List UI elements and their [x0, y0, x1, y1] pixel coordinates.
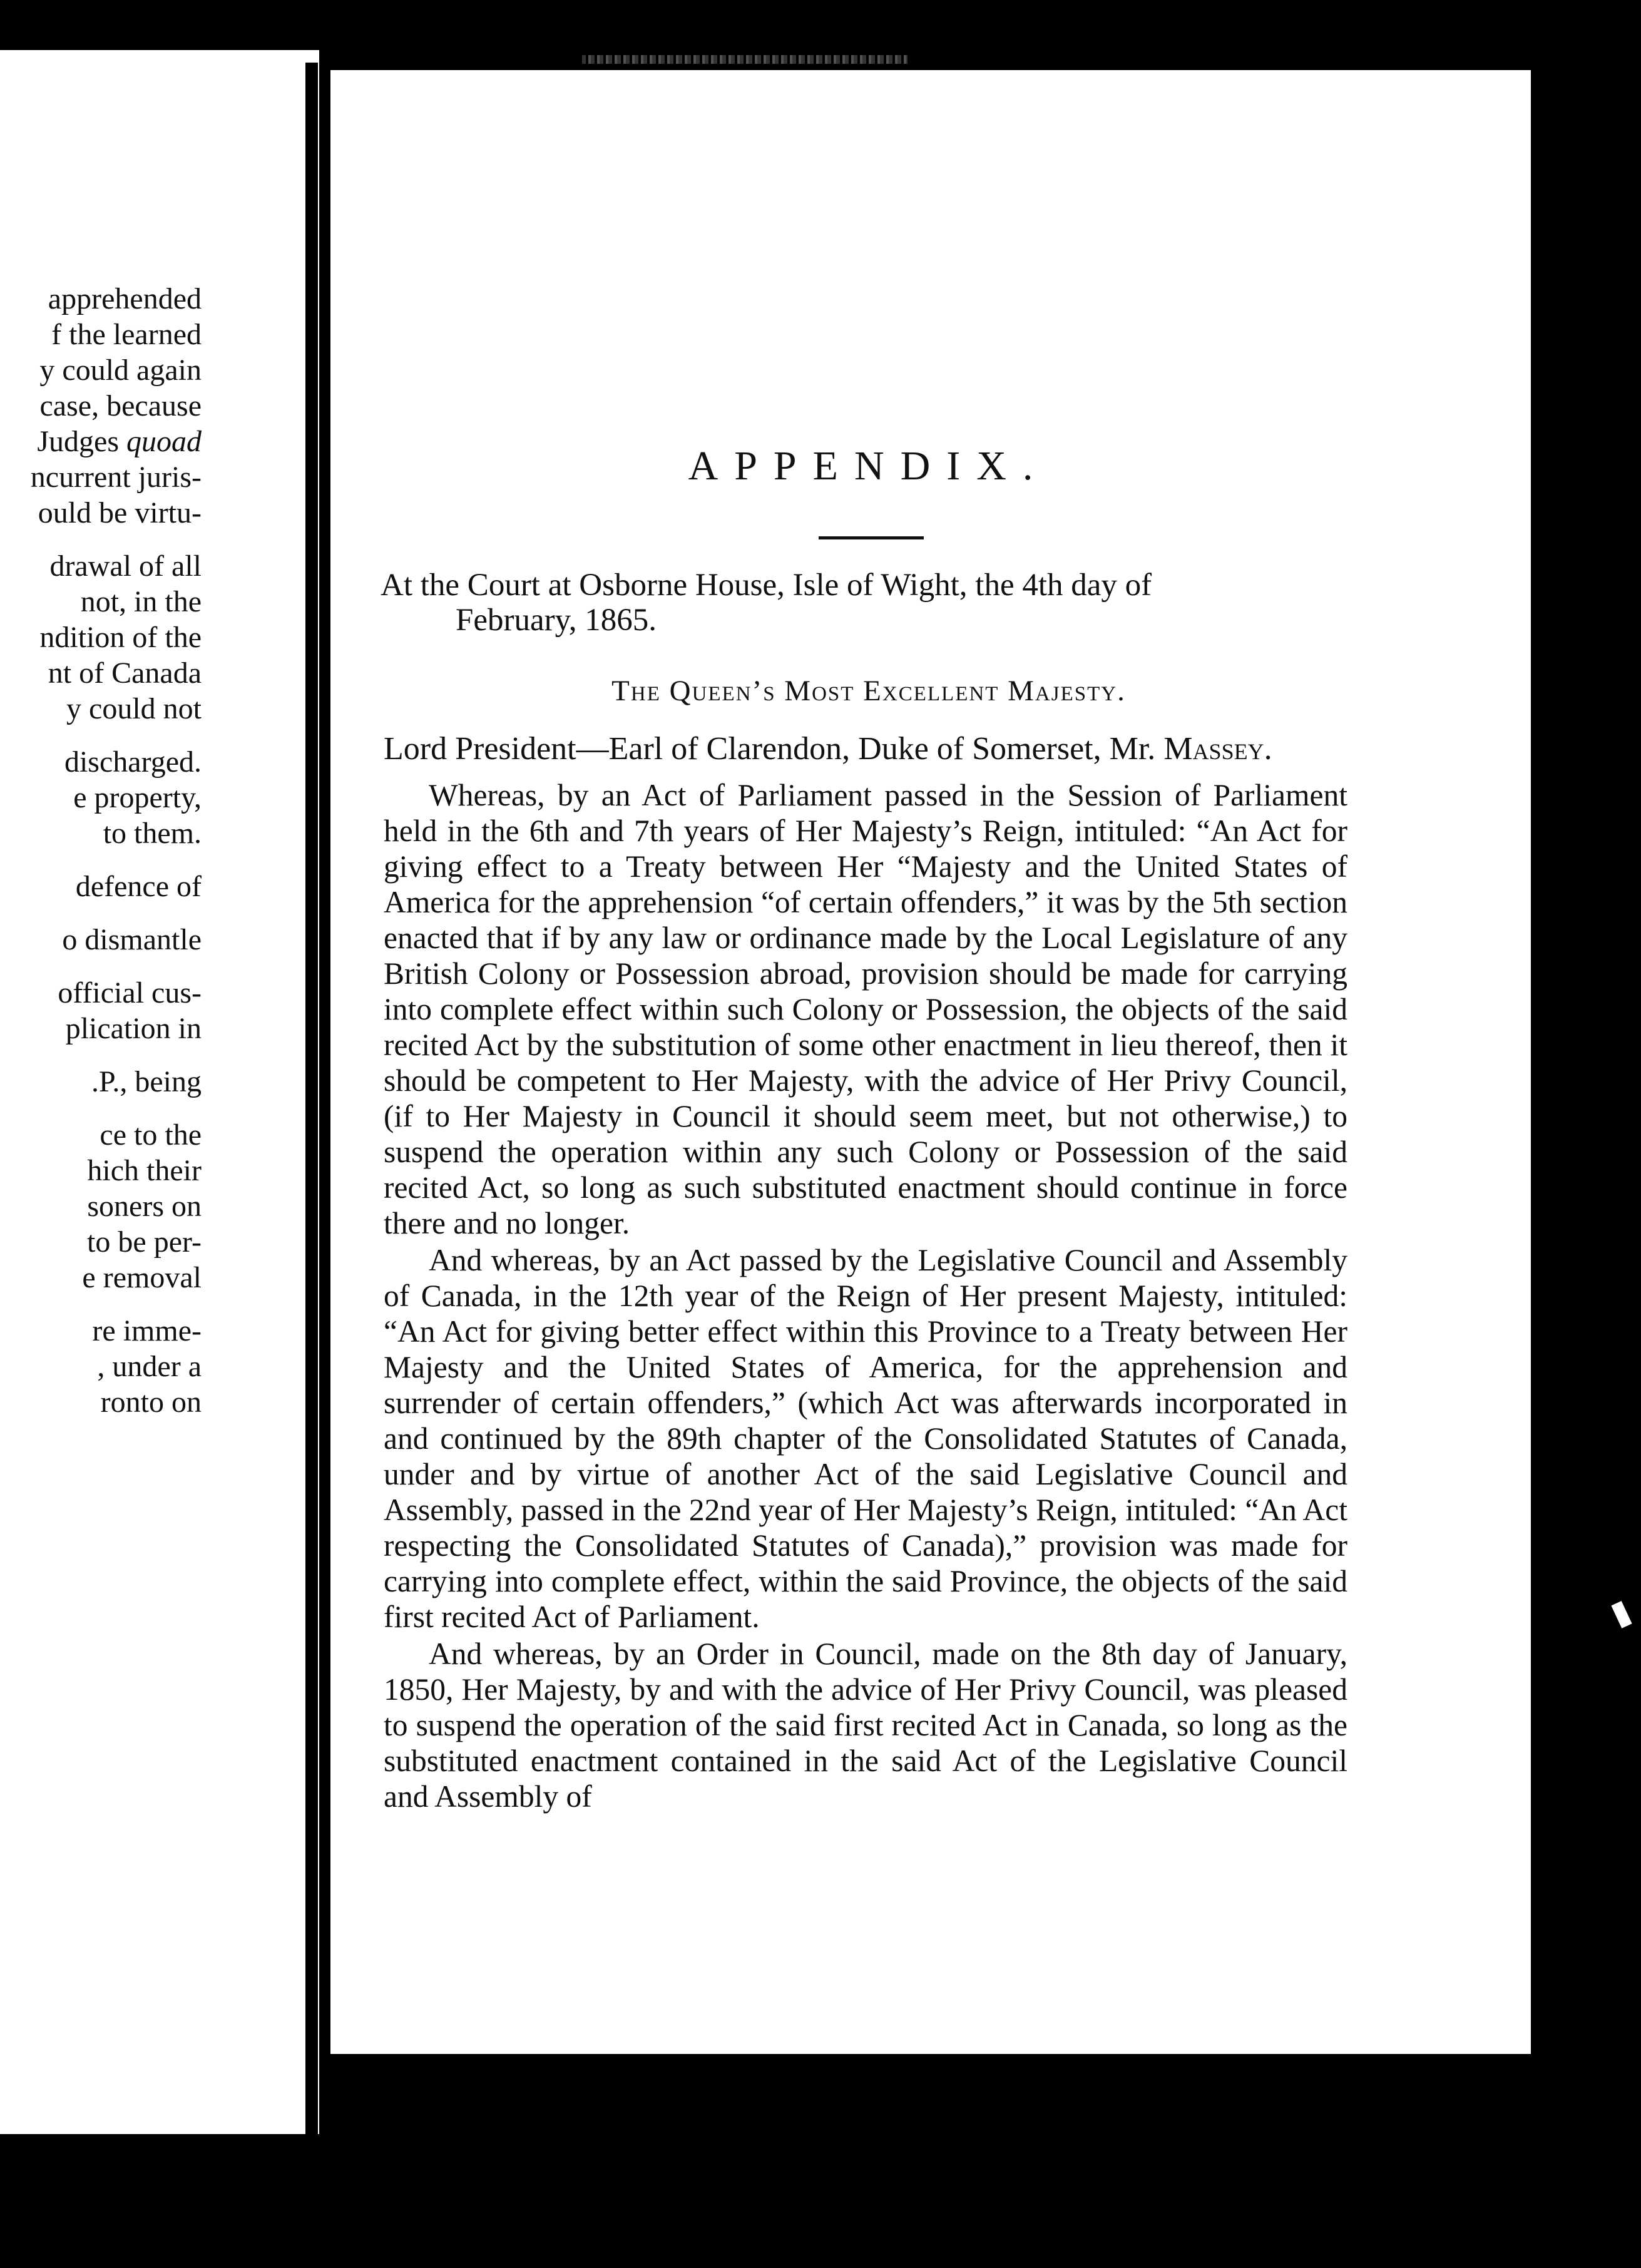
- body-text: [384, 777, 1347, 1816]
- facing-page-line: to them.: [103, 817, 202, 850]
- page-title: APPENDIX.: [688, 443, 1050, 489]
- court-heading: [381, 568, 1332, 638]
- title-rule: [819, 536, 924, 539]
- appendix-page: [330, 70, 1531, 2054]
- facing-page-line: ce to the: [100, 1118, 202, 1152]
- facing-page-line: , under a: [97, 1350, 202, 1383]
- facing-page-line: y could not: [66, 692, 202, 725]
- paragraph-1: Whereas, by an Act of Parliament passed in the Session of Parliament held in the 6th and 7th years of Her Majesty’s Reign, intituled: “An Act for giving effect to a Treaty between Her “Majesty and the United States of America for the apprehension “of certain offenders,” it was by the 5th section enacted that if by any law or ordinance made by the Local Legislature of any British Colony or Possession abroad, provision should be made for carrying into complete effect within such Colony or Possession, the objects of the said recited Act by the substitution of some other enactment in lieu thereof, then it should be competent to Her Majesty, with the advice of Her Privy Council, (if to Her Majesty in Council it should seem meet, but not otherwise,) to suspend the operation within any such Colony or Possession of the said recited Act, so long as such substituted enactment should continue in force there and no longer.: [384, 778, 1347, 1240]
- facing-page-line: y could again: [39, 354, 202, 387]
- facing-page-fragment: [0, 50, 319, 2134]
- facing-page-line: e removal: [82, 1261, 202, 1294]
- page-gutter: [305, 63, 318, 2134]
- facing-page-line: ncurrent juris-: [30, 461, 202, 494]
- facing-page-line: discharged.: [64, 745, 202, 779]
- facing-page-line: hich their: [87, 1154, 202, 1187]
- facing-page-line: drawal of all: [49, 549, 202, 583]
- facing-page-line: to be per-: [87, 1225, 202, 1259]
- court-line-1: At the Court at Osborne House, Isle of Wight, the 4th day of: [381, 568, 1152, 603]
- attendees-prefix: Lord President—Earl of Clarendon, Duke of Somerset, Mr.: [384, 731, 1164, 767]
- paragraph-2: And whereas, by an Act passed by the Legislative Council and Assembly of Canada, in the 12th year of the Reign of Her present Majesty, intituled: “An Act for giving better effect within this Province to a Treaty between Her Majesty and the United States of America, for the apprehension and surrender of certain offenders,” (which Act was afterwards incorporated in and continued by the 89th chapter of the Consolidated Statutes of Canada, under and by virtue of another Act of the said Legislative Council and Assembly, passed in the 22nd year of Her Majesty’s Reign, intituled: “An Act respecting the Consolidated Statutes of Canada),” provision was made for carrying into complete effect, within the said Province, the objects of the said first recited Act of Parliament.: [384, 1243, 1347, 1634]
- facing-page-line: case, because: [39, 389, 202, 422]
- facing-page-line: Judges quoad: [37, 425, 202, 458]
- facing-page-italic: quoad: [126, 425, 202, 458]
- facing-page-line: o dismantle: [62, 923, 202, 956]
- facing-page-line: ndition of the: [39, 621, 202, 654]
- attendees-line: [384, 730, 1385, 767]
- court-line-2: February, 1865.: [456, 603, 657, 638]
- facing-page-line: official cus-: [58, 976, 202, 1009]
- facing-page-line: ould be virtu-: [38, 496, 202, 529]
- scan-artifact-mark: [1611, 1601, 1632, 1628]
- facing-page-line: plication in: [65, 1012, 202, 1045]
- scan-artifact: [582, 55, 907, 64]
- facing-page-line: defence of: [75, 870, 202, 903]
- facing-page-line: re imme-: [92, 1314, 202, 1347]
- facing-page-line: e property,: [73, 781, 202, 814]
- facing-page-line: not, in the: [80, 585, 202, 618]
- facing-page-line: f the learned: [51, 318, 202, 351]
- paragraph-3: And whereas, by an Order in Council, made on the 8th day of January, 1850, Her Majesty, by and with the advice of Her Privy Council, was pleased to suspend the operation of the said first recited Act in Canada, so long as the substituted enactment contained in the said Act of the Legislative Council and Assembly of: [384, 1637, 1347, 1814]
- facing-page-line: .P., being: [91, 1065, 202, 1098]
- facing-page-line: soners on: [87, 1190, 202, 1223]
- facing-page-line: apprehended: [48, 282, 202, 315]
- facing-page-line: nt of Canada: [48, 656, 202, 690]
- majesty-heading: The Queen’s Most Excellent Majesty.: [611, 675, 1126, 707]
- facing-page-line: ronto on: [100, 1386, 202, 1419]
- attendees-suffix: Massey.: [1163, 731, 1272, 767]
